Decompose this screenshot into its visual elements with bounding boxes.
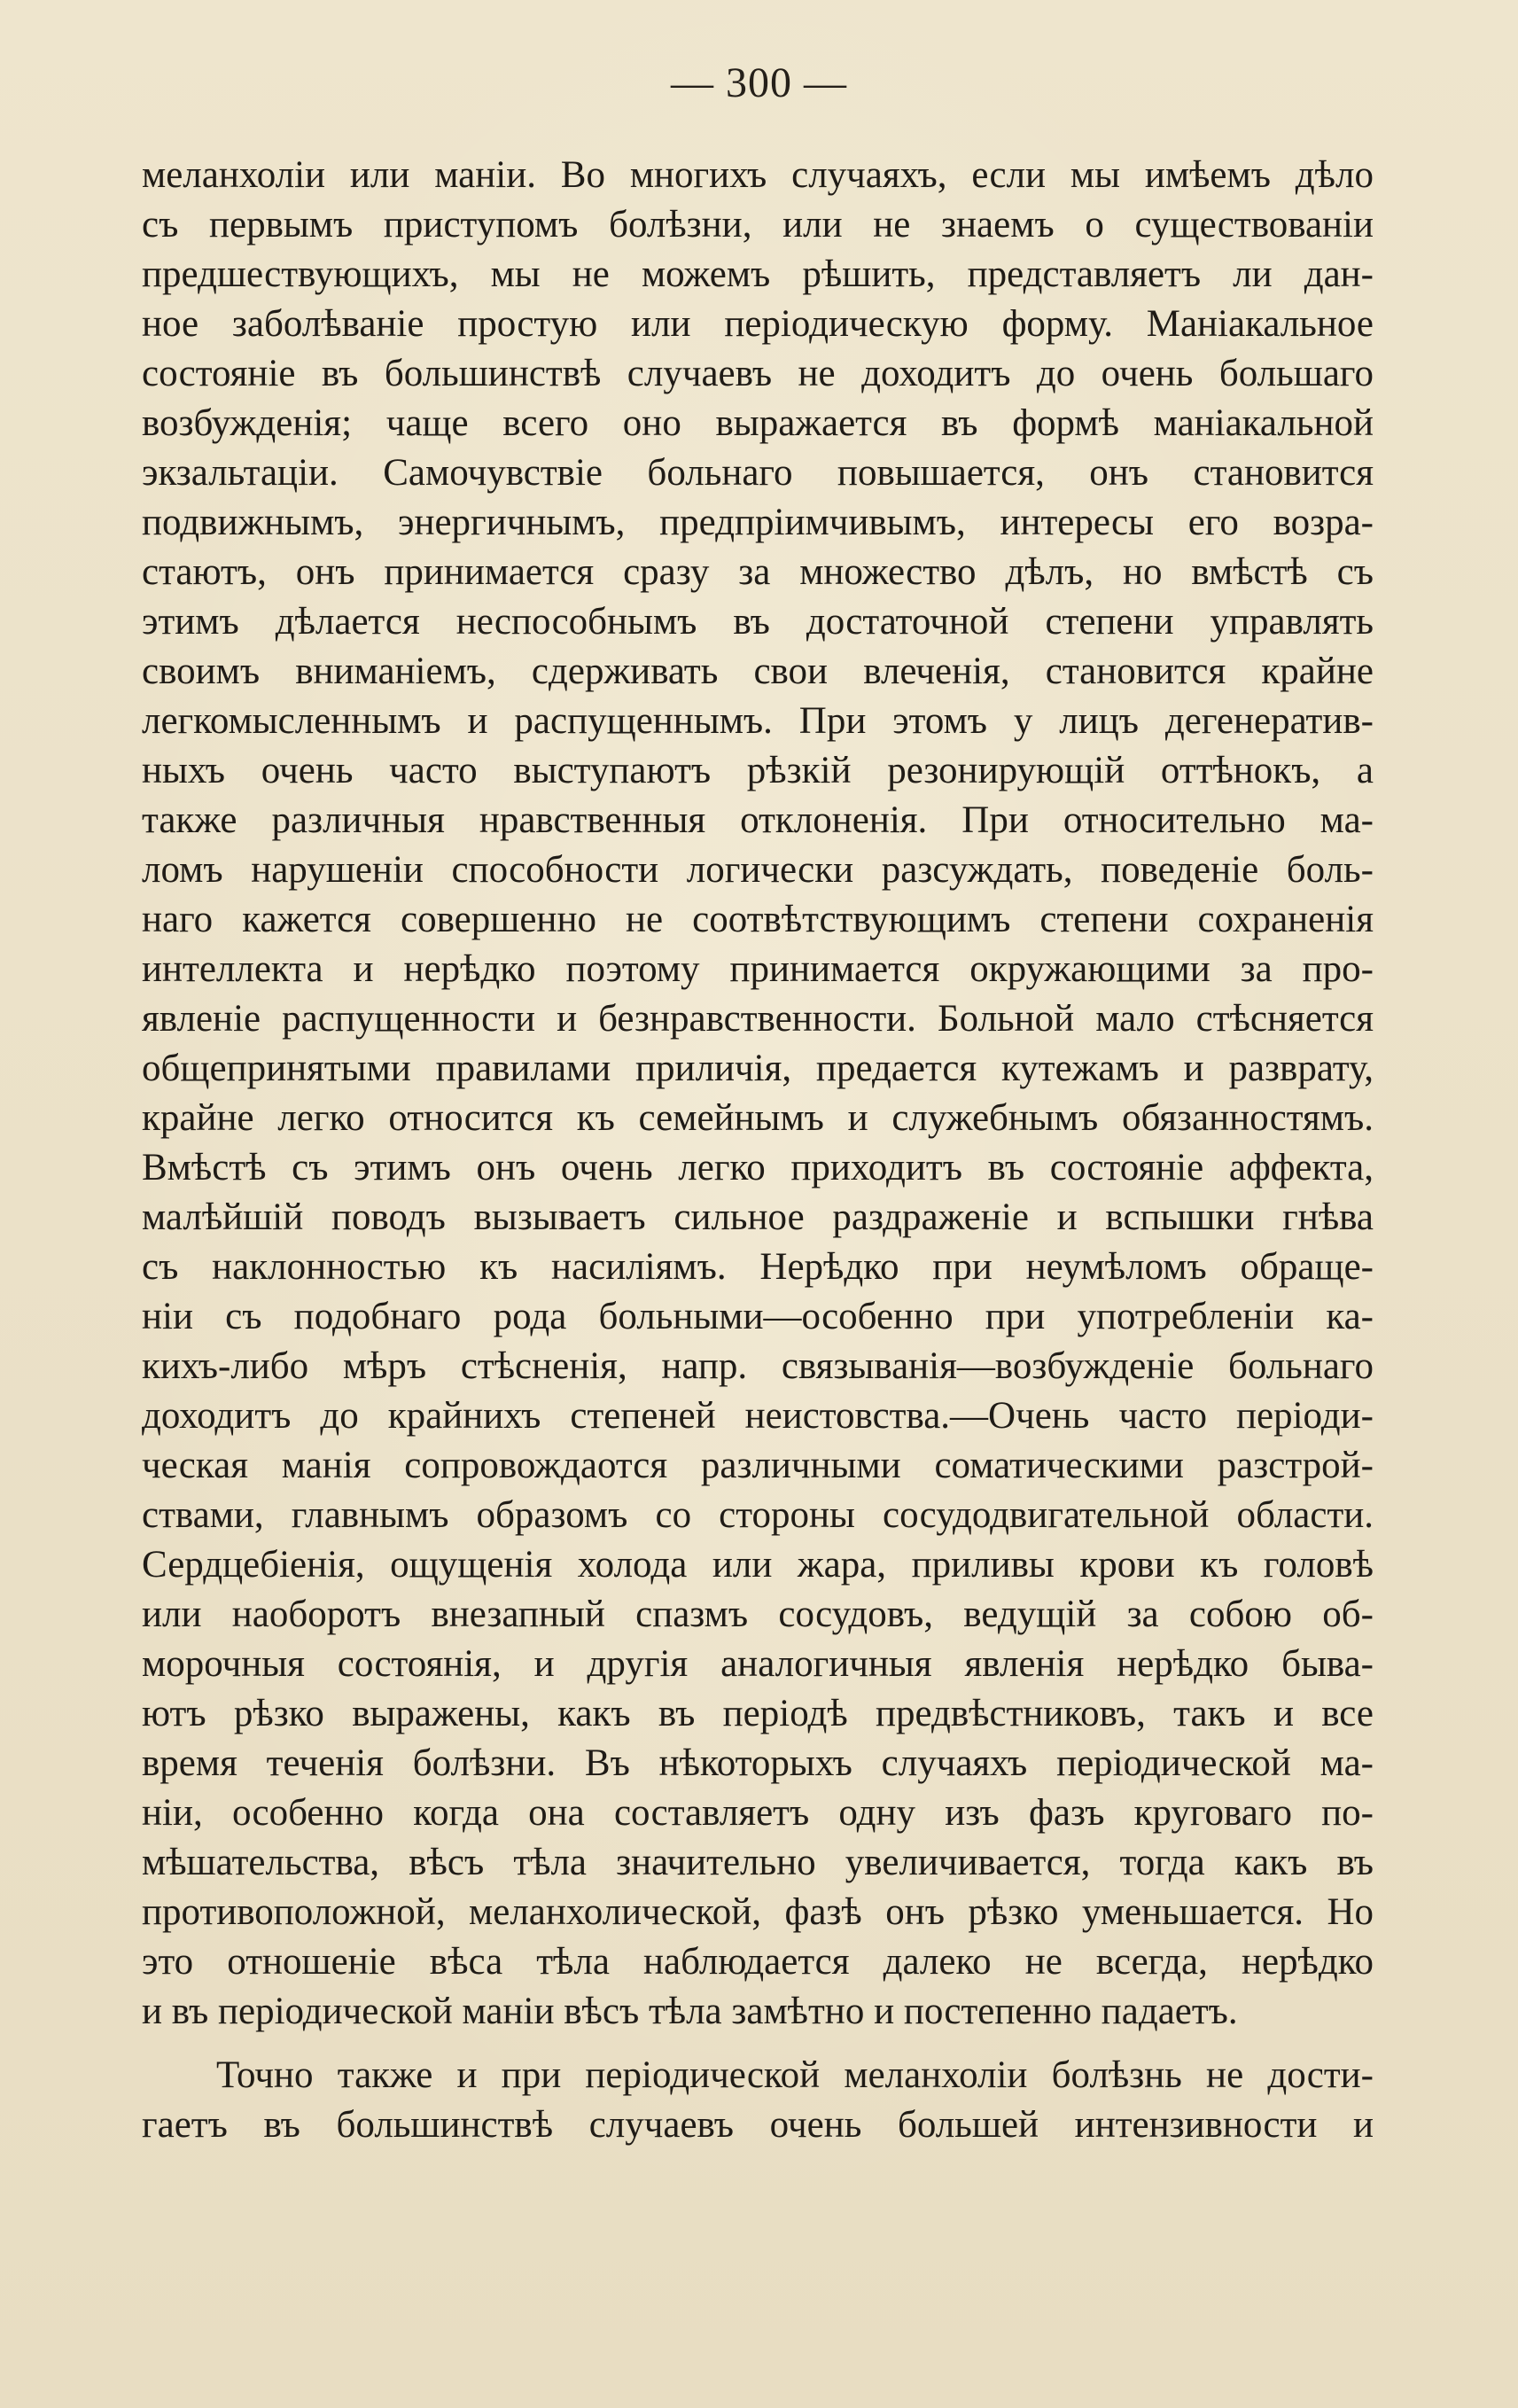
text-line: время теченія болѣзни. Въ нѣкоторыхъ случаяхъ періодической ма-: [142, 1742, 1374, 1784]
text-line: Сердцебіенія, ощущенія холода или жара, приливы крови къ головѣ: [142, 1544, 1374, 1586]
text-line: наго кажется совершенно не соотвѣтствующимъ степени сохраненія: [142, 899, 1374, 940]
text-line: съ наклонностью къ насиліямъ. Нерѣдко при неумѣломъ обраще-: [142, 1246, 1374, 1288]
paragraph-2: [142, 2051, 1374, 2150]
text-line: гаетъ въ большинствѣ случаевъ очень большей интензивности и: [142, 2104, 1374, 2146]
text-line: интеллекта и нерѣдко поэтому принимается окружающими за про-: [142, 948, 1374, 990]
text-line: доходитъ до крайнихъ степеней неистовства.—Очень часто періоди-: [142, 1395, 1374, 1437]
text-line: ломъ нарушеніи способности логически разсуждать, поведеніе боль-: [142, 849, 1374, 891]
text-line: ствами, главнымъ образомъ со стороны сосудодвигательной области.: [142, 1494, 1374, 1536]
text-line: своимъ вниманіемъ, сдерживать свои влеченія, становится крайне: [142, 651, 1374, 692]
text-line: съ первымъ приступомъ болѣзни, или не знаемъ о существованіи: [142, 204, 1374, 245]
text-line: ныхъ очень часто выступаютъ рѣзкій резонирующій оттѣнокъ, а: [142, 750, 1374, 791]
text-line: общепринятыми правилами приличія, предается кутежамъ и разврату,: [142, 1048, 1374, 1089]
text-line: явленіе распущенности и безнравственности. Больной мало стѣсняется: [142, 998, 1374, 1040]
text-line: Точно также и при періодической меланхоліи болѣзнь не дости-: [216, 2054, 1374, 2096]
text-line: малѣйшій поводъ вызываетъ сильное раздраженіе и вспышки гнѣва: [142, 1196, 1374, 1238]
text-line: экзальтаціи. Самочувствіе больнаго повышается, онъ становится: [142, 452, 1374, 494]
text-line: ніи, особенно когда она составляетъ одну изъ фазъ круговаго по-: [142, 1792, 1374, 1834]
text-line: легкомысленнымъ и распущеннымъ. При этомъ у лицъ дегенератив-: [142, 700, 1374, 742]
text-line: ютъ рѣзко выражены, какъ въ періодѣ предвѣстниковъ, такъ и все: [142, 1693, 1374, 1734]
text-line: кихъ-либо мѣръ стѣсненія, напр. связыванія—возбужденіе больнаго: [142, 1345, 1374, 1387]
text-line: возбужденія; чаще всего оно выражается въ формѣ маніакальной: [142, 402, 1374, 444]
text-line: ніи съ подобнаго рода больными—особенно при употребленіи ка-: [142, 1296, 1374, 1337]
text-line: этимъ дѣлается неспособнымъ въ достаточной степени управлять: [142, 601, 1374, 643]
paragraph-gap: [142, 2037, 1374, 2051]
text-line: это отношеніе вѣса тѣла наблюдается далеко не всегда, нерѣдко: [142, 1941, 1374, 1983]
text-line: подвижнымъ, энергичнымъ, предпріимчивымъ, интересы его возра-: [142, 502, 1374, 543]
text-line: мѣшательства, вѣсъ тѣла значительно увеличивается, тогда какъ въ: [142, 1842, 1374, 1883]
text-line: также различныя нравственныя отклоненія. При относительно ма-: [142, 799, 1374, 841]
text-line: ное заболѣваніе простую или періодическую форму. Маніакальное: [142, 303, 1374, 345]
text-line: морочныя состоянія, и другія аналогичныя явленія нерѣдко быва-: [142, 1643, 1374, 1685]
text-line: противоположной, меланхолической, фазѣ онъ рѣзко уменьшается. Но: [142, 1891, 1374, 1933]
text-line: стаютъ, онъ принимается сразу за множество дѣлъ, но вмѣстѣ съ: [142, 551, 1374, 593]
text-line: ческая манія сопровождаотся различными соматическими разстрой-: [142, 1445, 1374, 1486]
text-line: или наоборотъ внезапный спазмъ сосудовъ, ведущій за собою об-: [142, 1594, 1374, 1635]
text-block: [142, 151, 1374, 2150]
paragraph-1: [142, 151, 1374, 2037]
text-line: состояніе въ большинствѣ случаевъ не доходитъ до очень большаго: [142, 353, 1374, 394]
text-line: предшествующихъ, мы не можемъ рѣшить, представляетъ ли дан-: [142, 253, 1374, 295]
text-line: Вмѣстѣ съ этимъ онъ очень легко приходитъ въ состояніе аффекта,: [142, 1147, 1374, 1188]
page-number: — 300 —: [671, 59, 847, 106]
text-line: крайне легко относится къ семейнымъ и служебнымъ обязанностямъ.: [142, 1097, 1374, 1139]
text-line: и въ періодической маніи вѣсъ тѣла замѣтно и постепенно падаетъ.: [142, 1991, 1238, 2032]
text-line: меланхоліи или маніи. Во многихъ случаяхъ, если мы имѣемъ дѣло: [142, 154, 1374, 196]
